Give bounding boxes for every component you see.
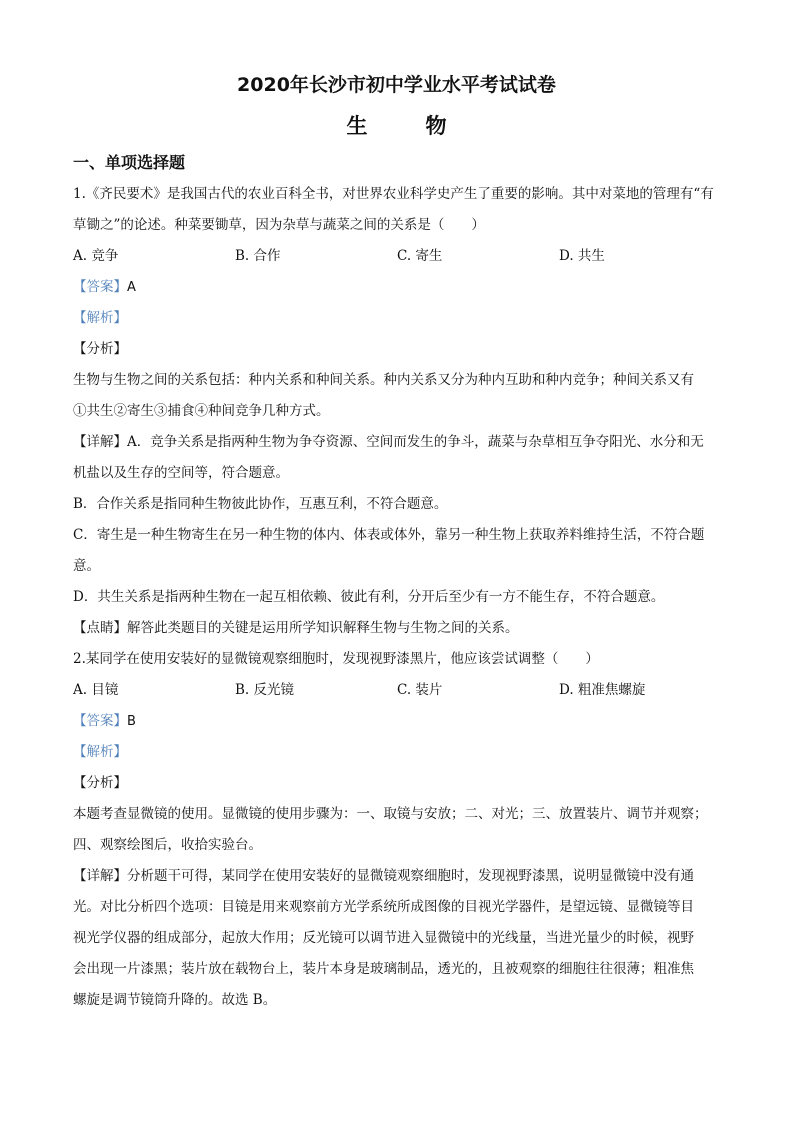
question-2 bbox=[73, 644, 723, 1016]
detail-line: 机盐以及生存的空间等，符合题意。 bbox=[73, 465, 289, 481]
fenxi-line: 生物与生物之间的关系包括：种内关系和种间关系。种内关系又分为种内互助和种内竞争；种间关系又有 bbox=[73, 372, 694, 388]
option-c: C. 寄生 bbox=[397, 248, 443, 264]
fenxi-label: 【分析】 bbox=[73, 775, 127, 791]
option-a: A. 目镜 bbox=[73, 682, 119, 698]
document-body bbox=[73, 179, 723, 1016]
answer-value: B bbox=[127, 714, 136, 729]
answer-line bbox=[73, 706, 723, 737]
option-b: B. 反光镜 bbox=[235, 682, 295, 698]
analysis-label: 【解析】 bbox=[73, 310, 127, 326]
detail-line: 视光学仪器的组成部分，起放大作用；反光镜可以调节进入显微镜中的光线量，当进光量少的时候，视野 bbox=[73, 930, 694, 946]
answer-label: 【答案】 bbox=[73, 279, 127, 295]
dianjing-line: 【点睛】解答此类题目的关键是运用所学知识解释生物与生物之间的关系。 bbox=[73, 620, 519, 636]
subject-heading bbox=[0, 110, 793, 140]
detail-line: 光。对比分析四个选项：目镜是用来观察前方光学系统所成图像的目视光学器件，是望远镜、显微镜等目 bbox=[73, 899, 694, 915]
detail-line: B．合作关系是指同种生物彼此协作，互惠互利，不符合题意。 bbox=[73, 496, 448, 512]
detail-line: 螺旋是调节镜筒升降的。故选 B。 bbox=[73, 992, 277, 1008]
option-b: B. 合作 bbox=[235, 248, 281, 264]
detail-line: C．寄生是一种生物寄生在另一种生物的体内、体表或体外，靠另一种生物上获取养料维持生活，不符合题 bbox=[73, 527, 705, 543]
detail-line: D．共生关系是指两种生物在一起互相依赖、彼此有利，分开后至少有一方不能生存，不符合题意。 bbox=[73, 589, 665, 605]
detail-line: 会出现一片漆黑；装片放在载物台上，装片本身是玻璃制品，透光的，且被观察的细胞往往很薄；粗准焦 bbox=[73, 961, 694, 977]
section-heading: 一、单项选择题 bbox=[73, 153, 186, 172]
option-d: D. 粗准焦螺旋 bbox=[559, 682, 646, 698]
fenxi-line: 四、观察绘图后，收拾实验台。 bbox=[73, 837, 262, 853]
detail-line: 【详解】分析题干可得，某同学在使用安装好的显微镜观察细胞时，发现视野漆黑，说明显微镜中没有通 bbox=[73, 868, 694, 884]
fenxi-line: ①共生②寄生③捕食④种间竞争几种方式。 bbox=[73, 403, 330, 419]
detail-line: 意。 bbox=[73, 558, 100, 574]
answer-label: 【答案】 bbox=[73, 713, 127, 729]
document-title: 2020年长沙市初中学业水平考试试卷 bbox=[237, 74, 556, 96]
option-a: A. 竞争 bbox=[73, 248, 119, 264]
option-c: C. 装片 bbox=[397, 682, 443, 698]
option-d: D. 共生 bbox=[559, 248, 605, 264]
analysis-label: 【解析】 bbox=[73, 744, 127, 760]
detail-line: 【详解】A．竞争关系是指两种生物为争夺资源、空间而发生的争斗，蔬菜与杂草相互争夺阳光、水分和无 bbox=[73, 434, 704, 450]
question-stem-line: 1.《齐民要术》是我国古代的农业百科全书，对世界农业科学史产生了重要的影响。其中对菜地的管理有“有 bbox=[73, 186, 714, 202]
question-1 bbox=[73, 179, 723, 644]
question-stem-line: 2.某同学在使用安装好的显微镜观察细胞时，发现视野漆黑片，他应该尝试调整（ ） bbox=[73, 651, 599, 667]
answer-line bbox=[73, 272, 723, 303]
subject-char-2: 物 bbox=[425, 114, 447, 138]
options-row bbox=[73, 241, 723, 272]
fenxi-line: 本题考查显微镜的使用。显微镜的使用步骤为：一、取镜与安放；二、对光；三、放置装片、调节并观察； bbox=[73, 806, 708, 822]
fenxi-label: 【分析】 bbox=[73, 341, 127, 357]
question-stem-line: 草锄之”的论述。种菜要锄草，因为杂草与蔬菜之间的关系是（ ） bbox=[73, 217, 485, 233]
answer-value: A bbox=[127, 280, 136, 295]
subject-char-1: 生 bbox=[346, 114, 368, 138]
options-row bbox=[73, 675, 723, 706]
